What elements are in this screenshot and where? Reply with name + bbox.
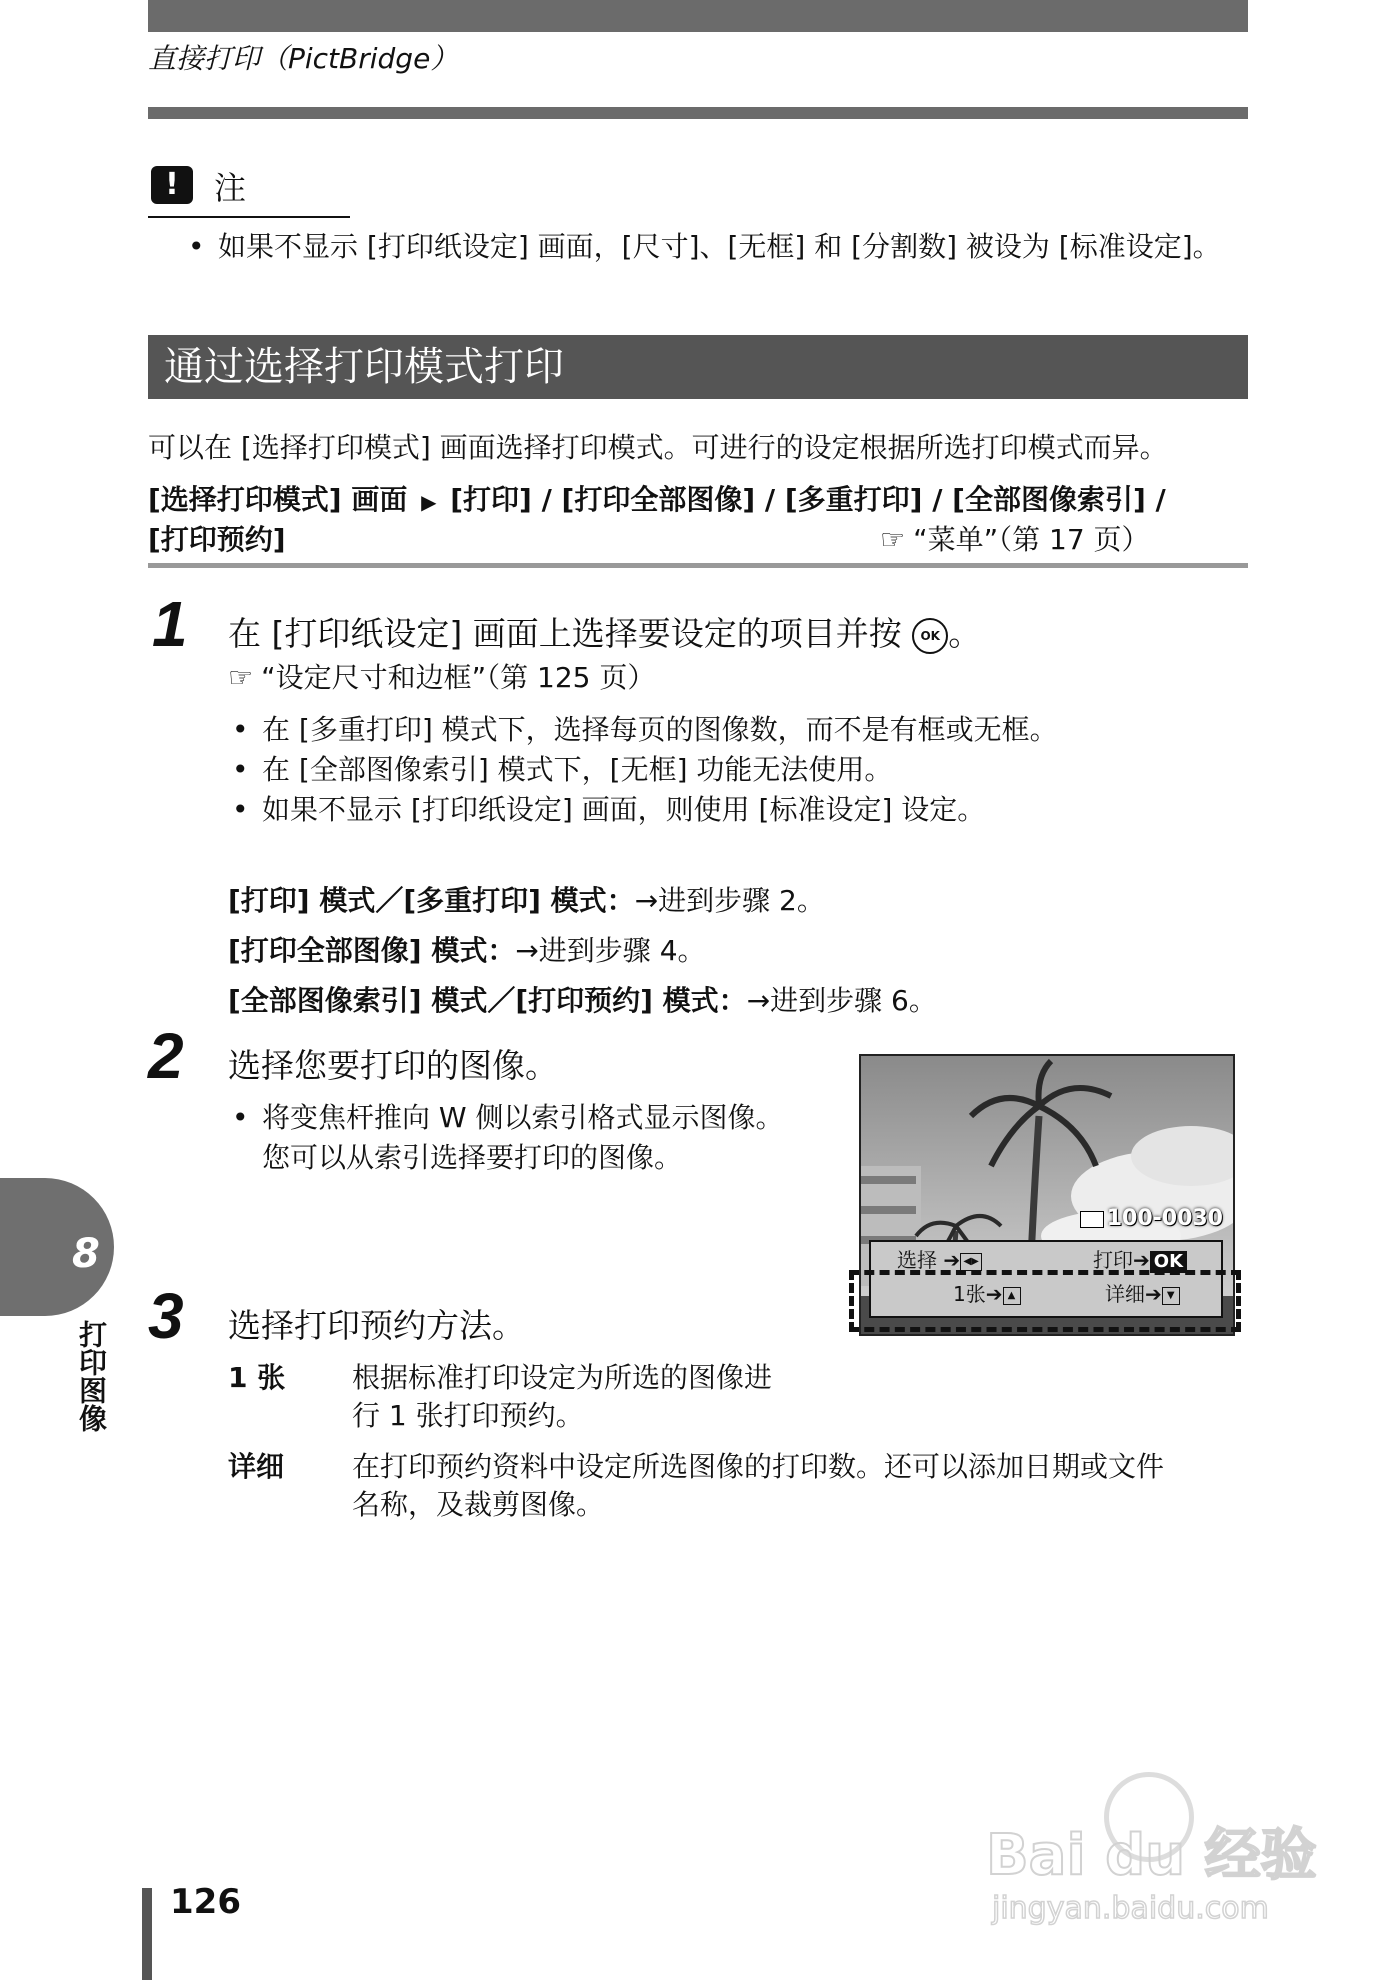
step-1-title-end: 。 <box>948 614 982 653</box>
menu-path-line1 <box>148 481 1166 521</box>
watermark-brand: Bai du 经验 <box>986 1823 1317 1888</box>
option-description-line1: 在打印预约资料中设定所选图像的打印数。还可以添加日期或文件 <box>352 1450 1165 1483</box>
file-number-readout <box>1080 1206 1223 1232</box>
option-description-line1: 根据标准打印设定为所选的图像进 <box>352 1361 773 1394</box>
option-term: 详细 <box>228 1450 285 1483</box>
mode-line-2-text: →进到步骤 4。 <box>515 934 706 967</box>
step-1-bullet: • 在 [全部图像索引] 模式下，[无框] 功能无法使用。 <box>262 751 892 789</box>
play-arrow-icon: ▶ <box>421 490 437 514</box>
option-description-line2: 名称，及裁剪图像。 <box>352 1488 605 1521</box>
arrow-right-icon: ➔ <box>1145 1282 1162 1306</box>
menu-path-screen: [选择打印模式] 画面 <box>148 483 408 516</box>
note-underline <box>148 216 350 218</box>
step-1-number: 1 <box>152 588 188 660</box>
menu-path-line2: [打印预约] <box>148 523 286 556</box>
file-number: 100-0030 <box>1106 1206 1223 1231</box>
arrow-right-icon: ➔ <box>985 1282 1003 1306</box>
arrow-right-icon: ➔ <box>1133 1248 1150 1272</box>
step-1-bullet: • 如果不显示 [打印纸设定] 画面，则使用 [标准设定] 设定。 <box>262 791 985 829</box>
step-2-title: 选择您要打印的图像。 <box>228 1046 558 1085</box>
mode-line-1-label: [打印] 模式／[多重打印] 模式： <box>228 884 635 917</box>
note-bullet: • 如果不显示 [打印纸设定] 画面，[尺寸]、[无框] 和 [分割数] 被设为 [标准设定]。 <box>218 228 1221 266</box>
step-2-bullet-line1: • 将变焦杆推向 W 侧以索引格式显示图像。 <box>262 1099 784 1137</box>
section-intro: 可以在 [选择打印模式] 画面选择打印模式。可进行的设定根据所选打印模式而异。 <box>148 431 1168 464</box>
header-title: 直接打印（PictBridge） <box>148 42 459 75</box>
single-label: 1张 <box>953 1282 986 1306</box>
chapter-number: 8 <box>72 1231 100 1277</box>
note-label: 注 <box>214 169 247 207</box>
section-heading-bar <box>148 335 1248 399</box>
step-3-title: 选择打印预约方法。 <box>228 1306 525 1345</box>
step-1-title-text: 在 [打印纸设定] 画面上选择要设定的项目并按 <box>228 614 902 653</box>
page-number: 126 <box>170 1882 241 1922</box>
mode-line-2-label: [打印全部图像] 模式： <box>228 934 516 967</box>
footer-bar <box>142 1888 152 1980</box>
mode-line-1 <box>228 882 825 920</box>
arrow-right-icon: ➔ <box>943 1248 961 1272</box>
step-1-reference-text: “设定尺寸和边框”（第 125 页） <box>261 661 656 694</box>
left-right-button-icon: ◀▶ <box>960 1253 982 1271</box>
mode-line-1-text: →进到步骤 2。 <box>634 884 825 917</box>
mode-line-3 <box>228 982 937 1020</box>
print-label: 打印 <box>1093 1248 1133 1272</box>
chapter-tab <box>0 1178 114 1316</box>
watermark <box>986 1772 1326 1932</box>
highlight-dashed-box <box>849 1270 1241 1332</box>
memory-card-icon <box>1080 1211 1104 1228</box>
mode-line-2 <box>228 932 706 970</box>
detail-label: 详细 <box>1105 1282 1145 1306</box>
reference-pointer-icon: ☞ <box>880 523 904 556</box>
step-1-bullet: • 在 [多重打印] 模式下，选择每页的图像数，而不是有框或无框。 <box>262 711 1058 749</box>
option-term: 1 张 <box>228 1361 286 1394</box>
ok-badge: OK <box>1150 1251 1187 1273</box>
step-2-bullet-line2: 您可以从索引选择要打印的图像。 <box>262 1141 683 1174</box>
section-rule <box>148 563 1248 568</box>
header-bottom-bar <box>148 107 1248 119</box>
section-heading-title: 通过选择打印模式打印 <box>164 344 564 390</box>
step-2-number: 2 <box>148 1020 184 1092</box>
chapter-label: 打印图像 <box>75 1320 108 1432</box>
option-description-line2: 行 1 张打印预约。 <box>352 1399 584 1432</box>
select-label: 选择 <box>897 1248 937 1272</box>
step-1-reference <box>228 659 655 697</box>
ok-button-icon: OK <box>912 618 948 654</box>
step-3-number: 3 <box>148 1280 184 1352</box>
caution-icon: ! <box>151 166 193 204</box>
watermark-url: jingyan.baidu.com <box>992 1891 1269 1926</box>
menu-reference <box>880 521 1150 559</box>
header-top-bar <box>148 0 1248 32</box>
reference-pointer-icon: ☞ <box>228 661 252 694</box>
menu-path-items: [打印] / [打印全部图像] / [多重打印] / [全部图像索引] / <box>450 483 1166 516</box>
mode-line-3-label: [全部图像索引] 模式／[打印预约] 模式： <box>228 984 747 1017</box>
down-button-icon: ▼ <box>1162 1287 1180 1305</box>
mode-line-3-text: →进到步骤 6。 <box>746 984 937 1017</box>
up-button-icon: ▲ <box>1003 1287 1021 1305</box>
menu-reference-text: “菜单”（第 17 页） <box>913 523 1150 556</box>
step-1-title <box>228 614 981 654</box>
